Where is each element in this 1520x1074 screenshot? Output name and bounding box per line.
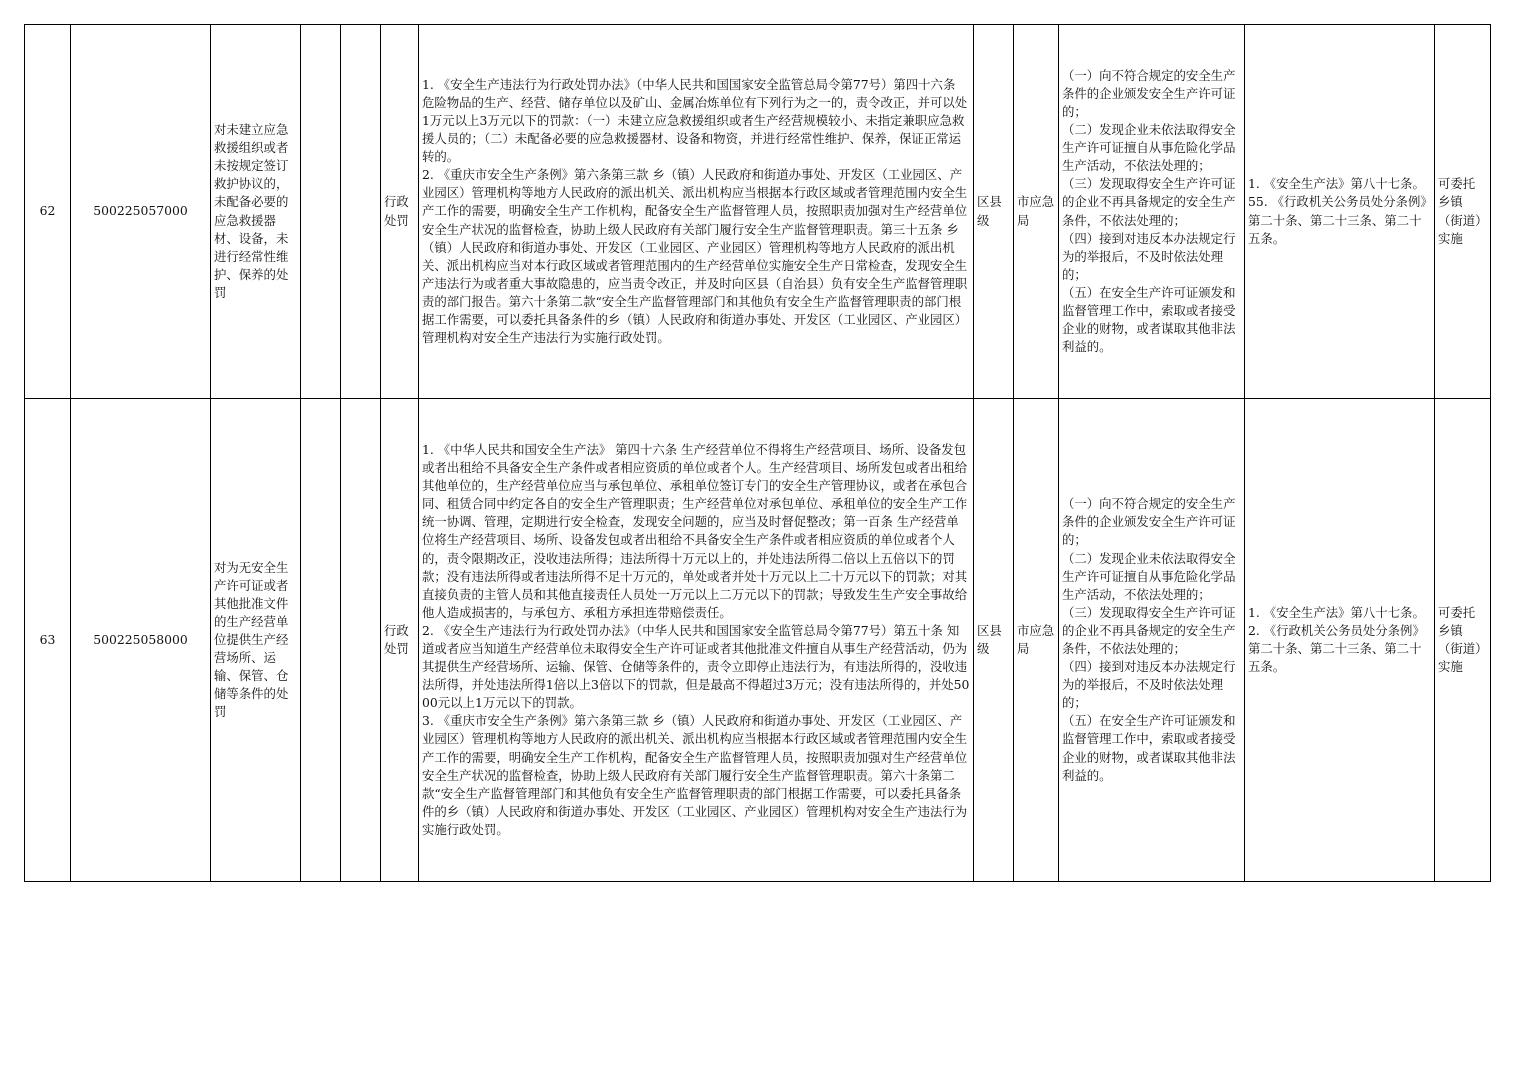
table-row — [25, 25, 1491, 399]
power-type: 行政处罚 — [381, 399, 419, 882]
duty-item: （四）接到对违反本办法规定行为的举报后，不及时依法处理的； — [1062, 659, 1236, 711]
duty-item: （三）发现取得安全生产许可证的企业不再具备规定的安全生产条件，不依法处理的； — [1062, 604, 1236, 656]
empty-cell — [301, 25, 341, 399]
duty-item: （五）在安全生产许可证颁发和监督管理工作中，索取或者接受企业的财物，或者谋取其他非法利益的。 — [1062, 713, 1236, 783]
remark: 可委托乡镇（街道）实施 — [1435, 399, 1491, 882]
duty-item: （五）在安全生产许可证颁发和监督管理工作中，索取或者接受企业的财物，或者谋取其他非法利益的。 — [1062, 284, 1236, 355]
responsible-dept: 市应急局 — [1014, 25, 1059, 399]
legal-basis-item: 2. 《安全生产违法行为行政处罚办法》（中华人民共和国国家安全监管总局令第77号）第五十条 知道或者应当知道生产经营单位未取得安全生产许可证或者其他批准文件擅自从事生产经营活动，仍为其提供生产经营场所、运输、保管、仓储等条件的，责令立即停止违法行为，有违法所得的，没收违法所得，并处违法所得1倍以上3倍以下的罚款，但是最高不得超过3万元；没有违法所得的，并处5000元以上1万元以下的罚款。 — [422, 622, 970, 711]
power-list-table — [24, 24, 1491, 882]
duty-item: （一）向不符合规定的安全生产条件的企业颁发安全生产许可证的； — [1062, 67, 1236, 119]
exercise-level: 区县级 — [974, 25, 1014, 399]
empty-cell — [301, 399, 341, 882]
duty-law-item: 1. 《安全生产法》第八十七条。 — [1248, 176, 1425, 192]
remark: 可委托乡镇（街道）实施 — [1435, 25, 1491, 399]
duty-item: （二）发现企业未依法取得安全生产许可证擅自从事危险化学品生产活动，不依法处理的； — [1062, 550, 1236, 602]
duty-item: （二）发现企业未依法取得安全生产许可证擅自从事危险化学品生产活动，不依法处理的； — [1062, 122, 1236, 174]
legal-basis-item: 3. 《重庆市安全生产条例》第六条第三款 乡（镇）人民政府和街道办事处、开发区（工业园区、产业园区）管理机构等地方人民政府的派出机关、派出机构应当根据本行政区域或者管理范围内安全生产工作的需要，明确安全生产工作机构，配备安全生产监督管理人员，按照职责加强对生产经营单位安全生产状况的监督检查，协助上级人民政府有关部门履行安全生产监督管理职责。第六十条第二款“安全生产监督管理部门和其他负有安全生产监督管理职责的部门根据工作需要，可以委托具备条件的乡（镇）人民政府和街道办事处、开发区（工业园区、产业园区）管理机构对安全生产违法行为实施行政处罚。 — [422, 713, 968, 837]
legal-basis — [419, 399, 974, 882]
item-name: 对为无安全生产许可证或者其他批准文件的生产经营单位提供生产经营场所、运输、保管、仓储等条件的处罚 — [211, 399, 301, 882]
duty-law-item: 1. 《安全生产法》第八十七条。 — [1248, 604, 1425, 620]
legal-basis-item: 1. 《安全生产违法行为行政处罚办法》（中华人民共和国国家安全监管总局令第77号）第四十六条 危险物品的生产、经营、储存单位以及矿山、金属冶炼单位有下列行为之一的，责令改正，并可以处1万元以上3万元以下的罚款：（一）未建立应急救援组织或者生产经营规模较小、未指定兼职应急救援人员的；（二）未配备必要的应急救援器材、设备和物资，并进行经常性维护、保养，保证正常运转的。 — [422, 76, 968, 165]
item-name: 对未建立应急救援组织或者未按规定签订救护协议的，未配备必要的应急救援器材、设备，未进行经常性维护、保养的处罚 — [211, 25, 301, 399]
row-number: 63 — [25, 399, 71, 882]
duty-law-item: 55. 《行政机关公务员处分条例》第二十条、第二十三条、第二十五条。 — [1248, 194, 1427, 246]
legal-basis — [419, 25, 974, 399]
exercise-level: 区县级 — [974, 399, 1014, 882]
legal-basis-item: 1. 《中华人民共和国安全生产法》 第四十六条 生产经营单位不得将生产经营项目、场所、设备发包或者出租给不具备安全生产条件或者相应资质的单位或者个人。生产经营项目、场所发包或者出租给其他单位的，生产经营单位应当与承包单位、承租单位签订专门的安全生产管理协议，或者在承包合同、租赁合同中约定各自的安全生产管理职责；生产经营单位对承包单位、承租单位的安全生产工作统一协调、管理，定期进行安全检查，发现安全问题的，应当及时督促整改；第一百条 生产经营单位将生产经营项目、场所、设备发包或者出租给不具备安全生产条件或者相应资质的单位或者个人的，责令限期改正，没收违法所得；违法所得十万元以上的，并处违法所得二倍以上五倍以下的罚款；没有违法所得或者违法所得不足十万元的，单处或者并处十万元以上二十万元以下的罚款；对其直接负责的主管人员和其他直接责任人员处一万元以上二万元以下的罚款；导致发生生产安全事故给他人造成损害的，与承包方、承租方承担连带赔偿责任。 — [422, 441, 968, 620]
item-code: 500225057000 — [71, 25, 211, 399]
table-row — [25, 399, 1491, 882]
duty-law-item: 2. 《行政机关公务员处分条例》第二十条、第二十三条、第二十五条。 — [1248, 622, 1425, 675]
accountability-basis — [1245, 399, 1435, 882]
accountability-basis — [1245, 25, 1435, 399]
duty-item: （一）向不符合规定的安全生产条件的企业颁发安全生产许可证的； — [1062, 496, 1236, 548]
accountability-cases — [1059, 399, 1245, 882]
duty-item: （四）接到对违反本办法规定行为的举报后，不及时依法处理的； — [1062, 230, 1236, 282]
item-code: 500225058000 — [71, 399, 211, 882]
empty-cell — [341, 399, 381, 882]
responsible-dept: 市应急局 — [1014, 399, 1059, 882]
power-type: 行政处罚 — [381, 25, 419, 399]
empty-cell — [341, 25, 381, 399]
accountability-cases — [1059, 25, 1245, 399]
row-number: 62 — [25, 25, 71, 399]
duty-item: （三）发现取得安全生产许可证的企业不再具备规定的安全生产条件，不依法处理的； — [1062, 176, 1236, 228]
legal-basis-item: 2. 《重庆市安全生产条例》第六条第三款 乡（镇）人民政府和街道办事处、开发区（工业园区、产业园区）管理机构等地方人民政府的派出机关、派出机构应当根据本行政区域或者管理范围内安全生产工作的需要，明确安全生产工作机构，配备安全生产监督管理人员，按照职责加强对生产经营单位安全生产状况的监督检查，协助上级人民政府有关部门履行安全生产监督管理职责。第三十五条 乡（镇）人民政府和街道办事处、开发区（工业园区、产业园区）管理机构等地方人民政府的派出机关、派出机构应当对本行政区域或者管理范围内的生产经营单位实施安全生产日常检查，发现安全生产违法行为或者重大事故隐患的，应当责令改正，并及时向区县（自治县）负有安全生产监督管理职责的部门报告。第六十条第二款“安全生产监督管理部门和其他负有安全生产监督管理职责的部门根据工作需要，可以委托具备条件的乡（镇）人民政府和街道办事处、开发区（工业园区、产业园区）管理机构对安全生产违法行为实施行政处罚。 — [422, 167, 968, 346]
